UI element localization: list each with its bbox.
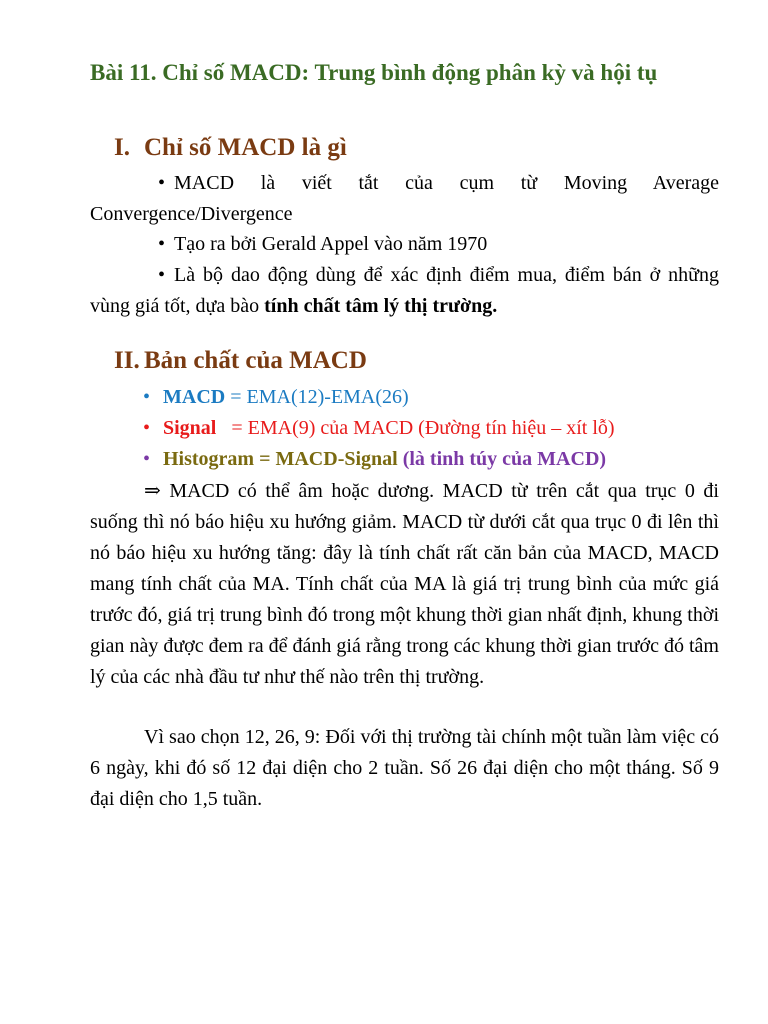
section-1-number: I.: [114, 134, 130, 161]
macd-explanation-paragraph: ⇒ MACD có thể âm hoặc dương. MACD từ trên cắt qua trục 0 đi suống thì nó báo hiệu xu hướng giảm. MACD từ dưới cắt qua trục 0 đi lên thì nó báo hiệu xu hướng tăng: đây là tính chất rất căn bản của MACD, MACD mang tính chất của MA. Tính chất của MA là giá trị trung bình của mức giá trước đó, giá trị trung bình đó trong một khung thời gian nhất định, khung thời gian này được đem ra để đánh giá rằng trong các khung thời gian trước đó tâm lý của các nhà đầu tư như thế nào trên thị trường.: [90, 480, 719, 688]
macd-label: MACD: [163, 386, 226, 408]
section-1-bullet-1: [90, 168, 719, 230]
histogram-label: Histogram = MACD-Signal: [163, 448, 398, 470]
section-1-bullet-3: [90, 260, 719, 322]
macd-formula: = EMA(12)-EMA(26): [225, 386, 409, 408]
signal-definition: [143, 413, 615, 444]
bullet-3-bold: tính chất tâm lý thị trường.: [264, 295, 498, 317]
document-title: Bài 11. Chỉ số MACD: Trung bình động phân kỳ và hội tụ: [90, 60, 658, 85]
signal-label: Signal: [163, 417, 217, 439]
signal-formula: = EMA(9) của MACD (Đường tín hiệu – xít lỗ): [216, 417, 615, 439]
bullet-dot-icon: •: [158, 264, 166, 286]
bullet-3-text: Là bộ dao động dùng để xác định điểm mua, điểm bán ở những vùng giá tốt, dựa bào: [90, 264, 719, 317]
parameter-explanation-paragraph: Vì sao chọn 12, 26, 9: Đối với thị trường tài chính một tuần làm việc có 6 ngày, khi đó số 12 đại diện cho 2 tuần. Số 26 đại diện cho một tháng. Số 9 đại diện cho 1,5 tuần.: [90, 726, 719, 810]
bullet-1-text: MACD là viết tắt của cụm từ Moving Average Convergence/Divergence: [90, 172, 719, 225]
section-1-bullet-2: [90, 229, 719, 260]
section-1-title: Chỉ số MACD là gì: [144, 134, 347, 161]
section-2-number: II.: [114, 347, 140, 374]
bullet-dot-icon: •: [143, 448, 151, 470]
bullet-2-text: Tạo ra bởi Gerald Appel vào năm 1970: [174, 233, 488, 255]
bullet-dot-icon: •: [143, 417, 151, 439]
histogram-note: (là tinh túy của MACD): [397, 448, 607, 470]
bullet-dot-icon: •: [158, 172, 166, 194]
section-2-title: Bản chất của MACD: [144, 347, 367, 374]
section-2-heading: [114, 347, 367, 375]
bullet-dot-icon: •: [143, 386, 151, 408]
section-1-heading: [114, 134, 347, 162]
bullet-dot-icon: •: [158, 233, 166, 255]
macd-definition: [143, 382, 409, 413]
histogram-definition: [143, 444, 606, 475]
